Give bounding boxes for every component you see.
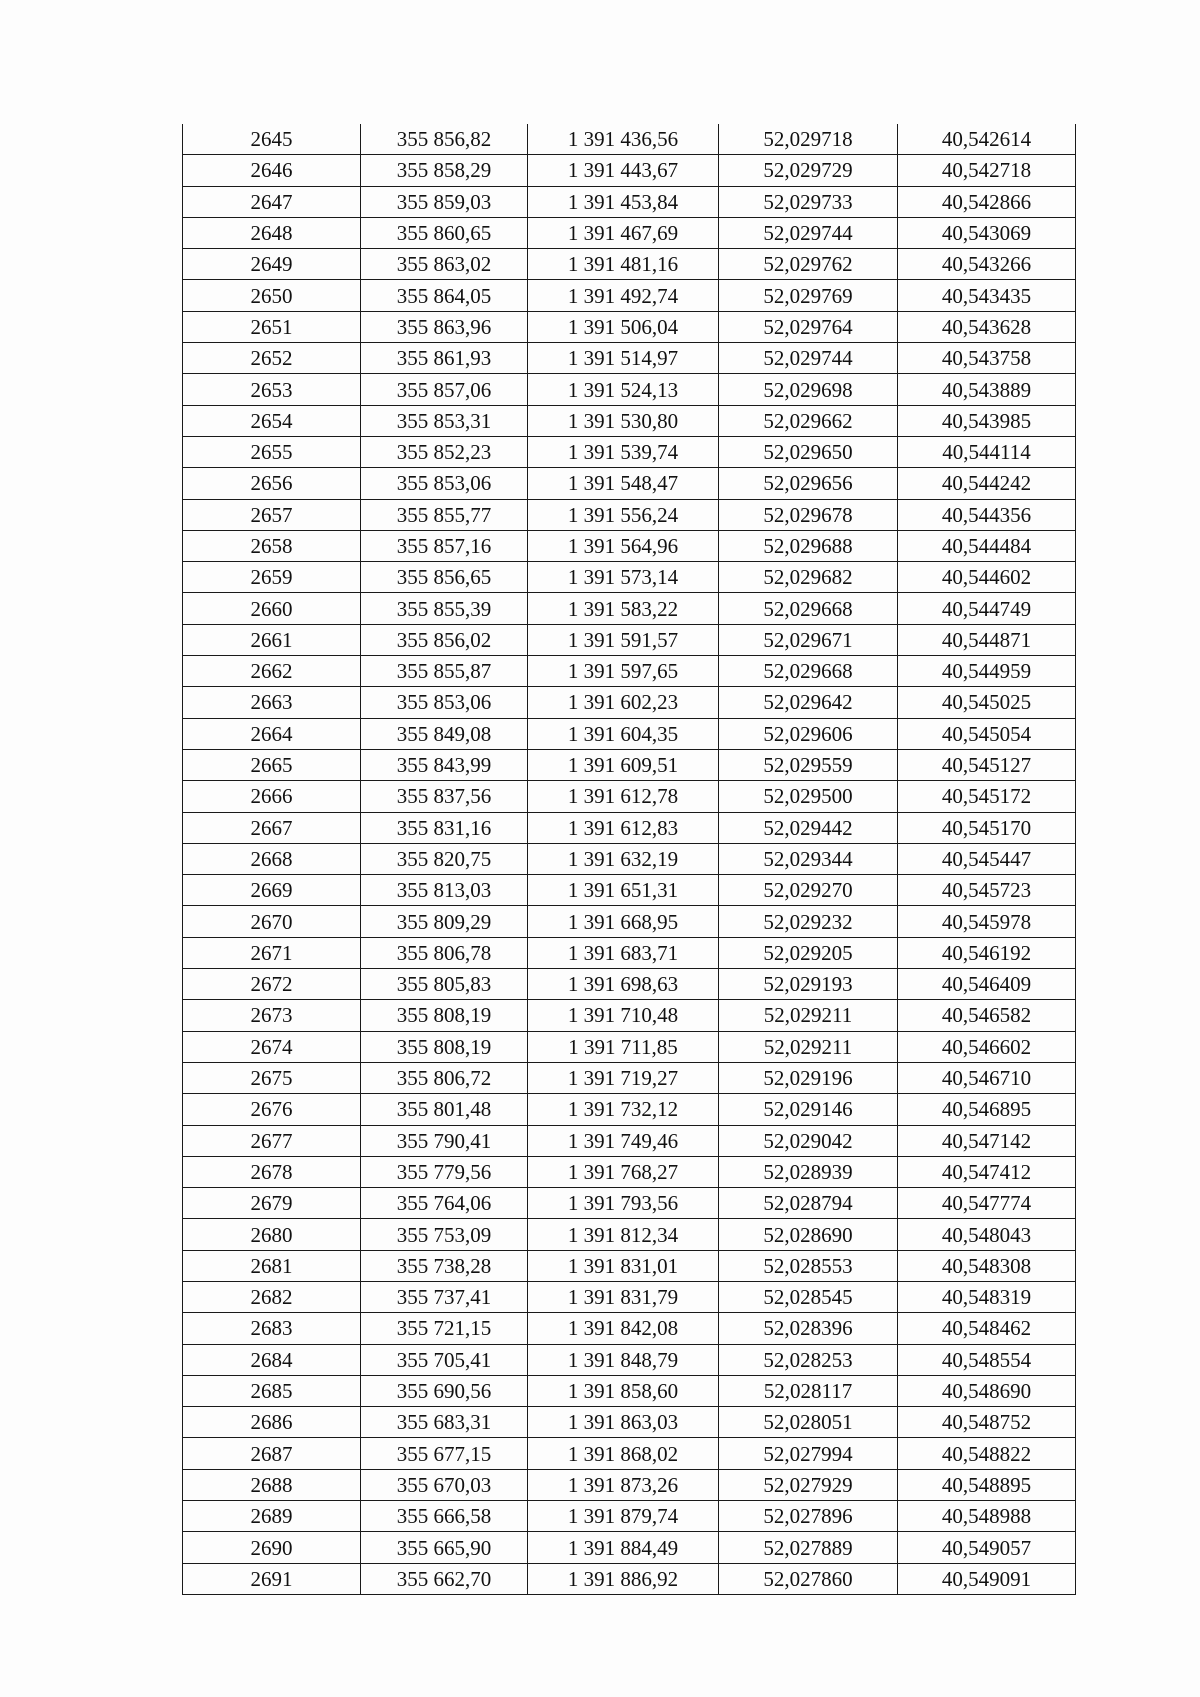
coord-x-cell: 355 859,03 [361,186,528,217]
table-row [183,593,1076,624]
longitude-cell: 40,544602 [898,562,1076,593]
longitude-cell: 40,549057 [898,1532,1076,1563]
coord-y-cell: 1 391 602,23 [528,687,719,718]
coord-y-cell: 1 391 632,19 [528,843,719,874]
latitude-cell: 52,029232 [719,906,898,937]
coord-y-cell: 1 391 768,27 [528,1156,719,1187]
table-row [183,906,1076,937]
longitude-cell: 40,545723 [898,875,1076,906]
latitude-cell: 52,028396 [719,1313,898,1344]
table-row [183,405,1076,436]
longitude-cell: 40,544749 [898,593,1076,624]
coord-x-cell: 355 853,06 [361,468,528,499]
coord-x-cell: 355 820,75 [361,843,528,874]
coord-x-cell: 355 808,19 [361,1031,528,1062]
coord-x-cell: 355 861,93 [361,343,528,374]
coord-x-cell: 355 690,56 [361,1375,528,1406]
table-row [183,1563,1076,1594]
coord-y-cell: 1 391 749,46 [528,1125,719,1156]
coord-y-cell: 1 391 711,85 [528,1031,719,1062]
coord-x-cell: 355 683,31 [361,1407,528,1438]
coord-x-cell: 355 806,72 [361,1062,528,1093]
table-row [183,812,1076,843]
point-number-cell: 2658 [183,530,361,561]
longitude-cell: 40,544959 [898,656,1076,687]
point-number-cell: 2679 [183,1188,361,1219]
coord-x-cell: 355 855,39 [361,593,528,624]
coord-x-cell: 355 801,48 [361,1094,528,1125]
table-row [183,1407,1076,1438]
point-number-cell: 2652 [183,343,361,374]
longitude-cell: 40,542718 [898,155,1076,186]
table-row [183,781,1076,812]
table-row [183,1313,1076,1344]
table-row [183,562,1076,593]
longitude-cell: 40,543435 [898,280,1076,311]
longitude-cell: 40,543985 [898,405,1076,436]
point-number-cell: 2682 [183,1281,361,1312]
table-row [183,937,1076,968]
coord-x-cell: 355 853,06 [361,687,528,718]
coord-y-cell: 1 391 612,78 [528,781,719,812]
coord-y-cell: 1 391 492,74 [528,280,719,311]
table-row [183,969,1076,1000]
point-number-cell: 2684 [183,1344,361,1375]
coord-x-cell: 355 790,41 [361,1125,528,1156]
longitude-cell: 40,543889 [898,374,1076,405]
coord-y-cell: 1 391 506,04 [528,311,719,342]
longitude-cell: 40,548319 [898,1281,1076,1312]
coord-y-cell: 1 391 524,13 [528,374,719,405]
coord-y-cell: 1 391 732,12 [528,1094,719,1125]
latitude-cell: 52,029656 [719,468,898,499]
coord-y-cell: 1 391 858,60 [528,1375,719,1406]
latitude-cell: 52,029193 [719,969,898,1000]
latitude-cell: 52,029744 [719,217,898,248]
latitude-cell: 52,029442 [719,812,898,843]
latitude-cell: 52,027889 [719,1532,898,1563]
latitude-cell: 52,029682 [719,562,898,593]
longitude-cell: 40,543758 [898,343,1076,374]
table-row [183,1062,1076,1093]
point-number-cell: 2670 [183,906,361,937]
point-number-cell: 2678 [183,1156,361,1187]
coord-y-cell: 1 391 831,01 [528,1250,719,1281]
table-row [183,1125,1076,1156]
latitude-cell: 52,029211 [719,1031,898,1062]
longitude-cell: 40,546409 [898,969,1076,1000]
point-number-cell: 2683 [183,1313,361,1344]
coord-y-cell: 1 391 831,79 [528,1281,719,1312]
longitude-cell: 40,545172 [898,781,1076,812]
coord-y-cell: 1 391 719,27 [528,1062,719,1093]
table-row [183,1438,1076,1469]
coord-y-cell: 1 391 868,02 [528,1438,719,1469]
table-row [183,749,1076,780]
point-number-cell: 2663 [183,687,361,718]
point-number-cell: 2688 [183,1469,361,1500]
table-row [183,1501,1076,1532]
coord-y-cell: 1 391 564,96 [528,530,719,561]
coordinates-table-body [183,124,1076,1594]
point-number-cell: 2691 [183,1563,361,1594]
latitude-cell: 52,029678 [719,499,898,530]
coord-x-cell: 355 808,19 [361,1000,528,1031]
latitude-cell: 52,029671 [719,624,898,655]
table-row [183,343,1076,374]
coord-y-cell: 1 391 651,31 [528,875,719,906]
table-row [183,1031,1076,1062]
table-row [183,280,1076,311]
point-number-cell: 2681 [183,1250,361,1281]
table-row [183,311,1076,342]
coord-x-cell: 355 864,05 [361,280,528,311]
longitude-cell: 40,545025 [898,687,1076,718]
table-row [183,530,1076,561]
table-row [183,1344,1076,1375]
table-row [183,656,1076,687]
point-number-cell: 2667 [183,812,361,843]
latitude-cell: 52,029769 [719,280,898,311]
longitude-cell: 40,548988 [898,1501,1076,1532]
point-number-cell: 2665 [183,749,361,780]
latitude-cell: 52,027994 [719,1438,898,1469]
point-number-cell: 2666 [183,781,361,812]
longitude-cell: 40,548895 [898,1469,1076,1500]
point-number-cell: 2645 [183,124,361,155]
latitude-cell: 52,028051 [719,1407,898,1438]
coord-y-cell: 1 391 539,74 [528,436,719,467]
longitude-cell: 40,548690 [898,1375,1076,1406]
longitude-cell: 40,543069 [898,217,1076,248]
point-number-cell: 2648 [183,217,361,248]
coord-x-cell: 355 737,41 [361,1281,528,1312]
point-number-cell: 2651 [183,311,361,342]
coord-y-cell: 1 391 467,69 [528,217,719,248]
coord-x-cell: 355 856,82 [361,124,528,155]
latitude-cell: 52,029270 [719,875,898,906]
coord-x-cell: 355 779,56 [361,1156,528,1187]
table-row [183,374,1076,405]
coord-x-cell: 355 665,90 [361,1532,528,1563]
point-number-cell: 2654 [183,405,361,436]
point-number-cell: 2649 [183,249,361,280]
table-row [183,1000,1076,1031]
table-row [183,1250,1076,1281]
point-number-cell: 2653 [183,374,361,405]
longitude-cell: 40,543628 [898,311,1076,342]
table-row [183,217,1076,248]
coord-y-cell: 1 391 683,71 [528,937,719,968]
point-number-cell: 2661 [183,624,361,655]
table-row [183,687,1076,718]
point-number-cell: 2662 [183,656,361,687]
coord-x-cell: 355 849,08 [361,718,528,749]
longitude-cell: 40,545170 [898,812,1076,843]
latitude-cell: 52,029764 [719,311,898,342]
coord-x-cell: 355 813,03 [361,875,528,906]
latitude-cell: 52,029042 [719,1125,898,1156]
coord-x-cell: 355 843,99 [361,749,528,780]
latitude-cell: 52,029762 [719,249,898,280]
coord-y-cell: 1 391 879,74 [528,1501,719,1532]
latitude-cell: 52,027860 [719,1563,898,1594]
table-row [183,436,1076,467]
longitude-cell: 40,547774 [898,1188,1076,1219]
table-row [183,499,1076,530]
latitude-cell: 52,029729 [719,155,898,186]
longitude-cell: 40,544484 [898,530,1076,561]
coord-x-cell: 355 856,02 [361,624,528,655]
table-row [183,124,1076,155]
coord-x-cell: 355 857,16 [361,530,528,561]
coord-y-cell: 1 391 481,16 [528,249,719,280]
coord-y-cell: 1 391 698,63 [528,969,719,1000]
coord-y-cell: 1 391 591,57 [528,624,719,655]
coord-x-cell: 355 856,65 [361,562,528,593]
coord-y-cell: 1 391 604,35 [528,718,719,749]
coord-x-cell: 355 855,77 [361,499,528,530]
point-number-cell: 2669 [183,875,361,906]
longitude-cell: 40,549091 [898,1563,1076,1594]
latitude-cell: 52,028690 [719,1219,898,1250]
coord-x-cell: 355 705,41 [361,1344,528,1375]
point-number-cell: 2647 [183,186,361,217]
longitude-cell: 40,546582 [898,1000,1076,1031]
longitude-cell: 40,545447 [898,843,1076,874]
coord-y-cell: 1 391 793,56 [528,1188,719,1219]
table-row [183,468,1076,499]
latitude-cell: 52,029668 [719,593,898,624]
coord-x-cell: 355 764,06 [361,1188,528,1219]
coord-x-cell: 355 852,23 [361,436,528,467]
coord-y-cell: 1 391 573,14 [528,562,719,593]
point-number-cell: 2685 [183,1375,361,1406]
table-row [183,843,1076,874]
latitude-cell: 52,029500 [719,781,898,812]
latitude-cell: 52,027929 [719,1469,898,1500]
point-number-cell: 2687 [183,1438,361,1469]
table-row [183,1094,1076,1125]
longitude-cell: 40,548462 [898,1313,1076,1344]
longitude-cell: 40,544114 [898,436,1076,467]
longitude-cell: 40,545054 [898,718,1076,749]
table-row [183,186,1076,217]
coord-x-cell: 355 860,65 [361,217,528,248]
table-row [183,875,1076,906]
coord-x-cell: 355 753,09 [361,1219,528,1250]
table-row [183,1281,1076,1312]
table-row [183,1219,1076,1250]
coord-x-cell: 355 857,06 [361,374,528,405]
table-row [183,1469,1076,1500]
coord-y-cell: 1 391 530,80 [528,405,719,436]
coord-y-cell: 1 391 710,48 [528,1000,719,1031]
latitude-cell: 52,029146 [719,1094,898,1125]
longitude-cell: 40,546192 [898,937,1076,968]
latitude-cell: 52,028253 [719,1344,898,1375]
longitude-cell: 40,546710 [898,1062,1076,1093]
coord-x-cell: 355 670,03 [361,1469,528,1500]
coord-y-cell: 1 391 436,56 [528,124,719,155]
coord-x-cell: 355 806,78 [361,937,528,968]
coord-y-cell: 1 391 812,34 [528,1219,719,1250]
coord-y-cell: 1 391 886,92 [528,1563,719,1594]
latitude-cell: 52,029718 [719,124,898,155]
latitude-cell: 52,029642 [719,687,898,718]
coord-x-cell: 355 863,96 [361,311,528,342]
latitude-cell: 52,029668 [719,656,898,687]
point-number-cell: 2689 [183,1501,361,1532]
coord-x-cell: 355 666,58 [361,1501,528,1532]
latitude-cell: 52,029606 [719,718,898,749]
point-number-cell: 2690 [183,1532,361,1563]
point-number-cell: 2680 [183,1219,361,1250]
latitude-cell: 52,029744 [719,343,898,374]
point-number-cell: 2675 [183,1062,361,1093]
coord-y-cell: 1 391 609,51 [528,749,719,780]
coord-x-cell: 355 831,16 [361,812,528,843]
longitude-cell: 40,543266 [898,249,1076,280]
coord-y-cell: 1 391 842,08 [528,1313,719,1344]
coord-x-cell: 355 855,87 [361,656,528,687]
table-row [183,1532,1076,1563]
longitude-cell: 40,545127 [898,749,1076,780]
point-number-cell: 2646 [183,155,361,186]
latitude-cell: 52,029698 [719,374,898,405]
point-number-cell: 2668 [183,843,361,874]
coord-y-cell: 1 391 583,22 [528,593,719,624]
longitude-cell: 40,547142 [898,1125,1076,1156]
latitude-cell: 52,029733 [719,186,898,217]
longitude-cell: 40,548554 [898,1344,1076,1375]
longitude-cell: 40,542614 [898,124,1076,155]
coord-x-cell: 355 805,83 [361,969,528,1000]
latitude-cell: 52,027896 [719,1501,898,1532]
longitude-cell: 40,547412 [898,1156,1076,1187]
latitude-cell: 52,029344 [719,843,898,874]
longitude-cell: 40,548308 [898,1250,1076,1281]
table-row [183,718,1076,749]
longitude-cell: 40,544356 [898,499,1076,530]
coord-y-cell: 1 391 873,26 [528,1469,719,1500]
coord-x-cell: 355 677,15 [361,1438,528,1469]
coord-x-cell: 355 837,56 [361,781,528,812]
latitude-cell: 52,029650 [719,436,898,467]
coord-y-cell: 1 391 863,03 [528,1407,719,1438]
table-row [183,1375,1076,1406]
point-number-cell: 2673 [183,1000,361,1031]
coord-x-cell: 355 809,29 [361,906,528,937]
coord-y-cell: 1 391 597,65 [528,656,719,687]
longitude-cell: 40,542866 [898,186,1076,217]
latitude-cell: 52,029196 [719,1062,898,1093]
point-number-cell: 2674 [183,1031,361,1062]
table-row [183,249,1076,280]
coord-y-cell: 1 391 548,47 [528,468,719,499]
longitude-cell: 40,548752 [898,1407,1076,1438]
point-number-cell: 2660 [183,593,361,624]
point-number-cell: 2671 [183,937,361,968]
coord-x-cell: 355 853,31 [361,405,528,436]
coord-x-cell: 355 662,70 [361,1563,528,1594]
point-number-cell: 2686 [183,1407,361,1438]
coord-x-cell: 355 721,15 [361,1313,528,1344]
point-number-cell: 2677 [183,1125,361,1156]
table-row [183,1156,1076,1187]
latitude-cell: 52,029688 [719,530,898,561]
longitude-cell: 40,544871 [898,624,1076,655]
point-number-cell: 2650 [183,280,361,311]
coordinates-table [182,124,1076,1595]
latitude-cell: 52,028794 [719,1188,898,1219]
latitude-cell: 52,028545 [719,1281,898,1312]
coord-y-cell: 1 391 514,97 [528,343,719,374]
coord-y-cell: 1 391 612,83 [528,812,719,843]
point-number-cell: 2664 [183,718,361,749]
latitude-cell: 52,029205 [719,937,898,968]
latitude-cell: 52,029559 [719,749,898,780]
point-number-cell: 2659 [183,562,361,593]
longitude-cell: 40,545978 [898,906,1076,937]
coord-x-cell: 355 863,02 [361,249,528,280]
coord-y-cell: 1 391 556,24 [528,499,719,530]
point-number-cell: 2676 [183,1094,361,1125]
coord-y-cell: 1 391 453,84 [528,186,719,217]
point-number-cell: 2672 [183,969,361,1000]
coord-y-cell: 1 391 443,67 [528,155,719,186]
coord-y-cell: 1 391 884,49 [528,1532,719,1563]
table-row [183,155,1076,186]
latitude-cell: 52,028553 [719,1250,898,1281]
latitude-cell: 52,028117 [719,1375,898,1406]
longitude-cell: 40,546895 [898,1094,1076,1125]
table-row [183,624,1076,655]
longitude-cell: 40,546602 [898,1031,1076,1062]
coord-x-cell: 355 858,29 [361,155,528,186]
coord-x-cell: 355 738,28 [361,1250,528,1281]
longitude-cell: 40,548822 [898,1438,1076,1469]
table-row [183,1188,1076,1219]
point-number-cell: 2656 [183,468,361,499]
coord-y-cell: 1 391 668,95 [528,906,719,937]
point-number-cell: 2655 [183,436,361,467]
longitude-cell: 40,544242 [898,468,1076,499]
point-number-cell: 2657 [183,499,361,530]
coord-y-cell: 1 391 848,79 [528,1344,719,1375]
longitude-cell: 40,548043 [898,1219,1076,1250]
latitude-cell: 52,029211 [719,1000,898,1031]
latitude-cell: 52,028939 [719,1156,898,1187]
latitude-cell: 52,029662 [719,405,898,436]
